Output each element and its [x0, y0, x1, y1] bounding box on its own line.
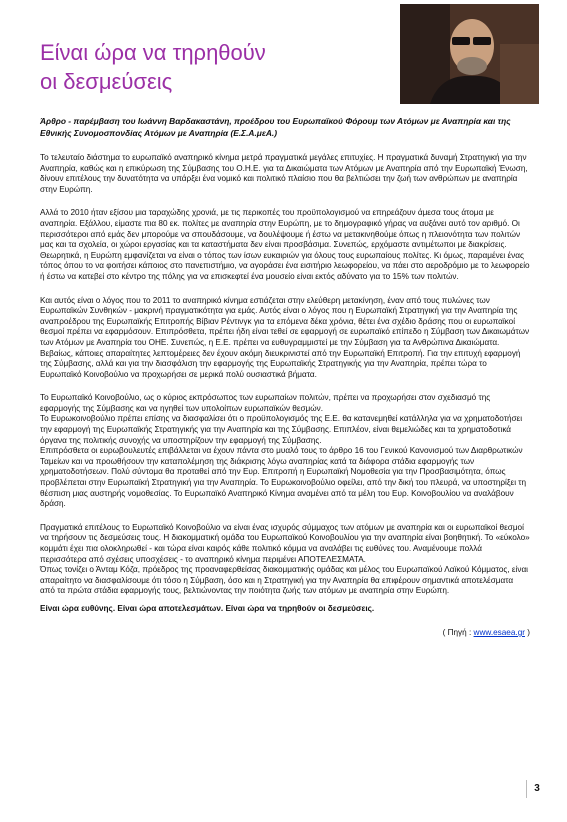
- paragraph-2: Αλλά το 2010 ήταν εξίσου μια ταραχώδης χρονιά, με τις περικοπές του προϋπολογισμού να επηρεάζουν άμεσα τους άτομα με αναπηρία. Εξάλλου, είμαστε πια 80 εκ. πολίτες με αναπηρία στην Ευρώπη, με το δημογραφικό γήρας να αυξάνει αυτό τον αριθμό. Οι περισσότεροι από εμάς δεν μπορούμε να σπουδάσουμε, να δουλέψουμε ή έστω να μετακινηθούμε όπως η πλειονότητα των πολιτών μας και τα σχολεία, οι χώροι εργασίας και τα καταστήματα δεν είναι προσβάσιμα. Συνεπώς, ερχόμαστε αντιμέτωποι με διακρίσεις. Θεωρητικά, η Ευρώπη εμφανίζεται να είναι ο τόπος των ίσων ευκαιριών για όλους τους ευρωπαίους πολίτες. Κι όμως, παραμένει ένας τόπος όπου το να φοιτήσει κάποιος στο πανεπιστήμιο, να αγοράσει ένα εισιτήριο λεωφορείου, να πάει στο αεροδρόμιο με το λεωφορείο ή έστω να κατεβεί στο κέντρο της πόλης για να επισκεφτεί ένα μουσείο είναι εκτός αδύνατο για το 15% των πολιτών.: [40, 208, 530, 281]
- source-prefix: ( Πηγή :: [442, 627, 474, 637]
- article-title: [40, 38, 380, 96]
- article-subtitle: Άρθρο - παρέμβαση του Ιωάννη Βαρδακαστάνη, προέδρου του Ευρωπαϊκού Φόρουμ των Ατόμων με Αναπηρία και της Εθνικής Συνομοσπονδίας Ατόμων με Αναπηρία (Ε.Σ.Α.μεΑ.): [40, 116, 511, 138]
- author-photo: [400, 4, 539, 104]
- source-suffix: ): [524, 627, 530, 637]
- source-link[interactable]: www.esaea.gr: [473, 627, 525, 637]
- paragraph-1: Το τελευταίο διάστημα το ευρωπαϊκό αναπηρικό κίνημα μετρά πραγματικά μεγάλες επιτυχίες. Η πραγματικά δυναμή Στρατηγική για την Αναπηρία, καθώς και η επικύρωση της Σύμβασης του Ο.Η.Ε. για τα Δικαιώματα των Ατόμων με Αναπηρία από την Ευρωπαϊκή Ένωση, δίνουν επιτέλους την δυνατότητα να υπάρξει ένα νομικό και πολιτικό πλαίσιο που θα βελτιώσει την ζωή των ανθρώπων με αναπηρία στην Ευρώπη.: [40, 153, 528, 194]
- page-number: 3: [526, 780, 545, 798]
- closing-statement: Είναι ώρα ευθύνης. Είναι ώρα αποτελεσμάτων. Είναι ώρα να τηρηθούν οι δεσμεύσεις.: [40, 603, 375, 613]
- title-line-1: Είναι ώρα να τηρηθούν: [40, 40, 266, 65]
- paragraph-5: Πραγματικά επιτέλους το Ευρωπαϊκό Κοινοβούλιο να είναι ένας ισχυρός σύμμαχος των ατόμων με αναπηρία και οι ευρωπαϊκοί θεσμοί να τηρήσουν τις δεσμεύσεις τους. Η διακομματική ομάδα του Ευρωπαϊκού Κοινοβουλίου για την αναπηρία είναι βοηθητική. Το «εύκολο» κομμάτι έχει πια ολοκληρωθεί - και τώρα είναι καιρός κάθε πολιτικό κόμμα να αναλάβει τις ευθύνες του. Αναμένουμε πολλά περισσότερα από σχέσεις υποσχέσεις - το αναπηρικό κίνημα περιμένει ΑΠΟΤΕΛΕΣΜΑΤΑ. Όπως τονίζει ο Άνταμ Κόζα, πρόεδρος της προαναφερθείσας διακομματικής ομάδας και μέλος του Ευρωπαϊκού Λαϊκού Κόμματος, είναι απαραίτητο να διασφαλίσουμε ότι τόσο η Σύμβαση, όσο και η Στρατηγική για την Αναπηρία θα επιφέρουν σημαντικά αποτελέσματα από τα πρώτα στάδια εφαρμογής τους, βελτιώνοντας την ποιότητα ζωής των ατόμων με αναπηρία στην Ευρώπη.: [40, 522, 530, 596]
- paragraph-4: Το Ευρωπαϊκό Κοινοβούλιο, ως ο κύριος εκπρόσωπος των ευρωπαίων πολιτών, πρέπει να προχωρήσει στον σχεδιασμό της εφαρμογής της Σύμβασης και να ηγηθεί των υπολοίπων ευρωπαϊκών θεσμών. Το Ευρωκοινοβούλιο πρέπει επίσης να διασφαλίσει ότι ο προϋπολογισμός της Ε.Ε. θα κατανεμηθεί κατάλληλα για να χρηματοδοτήσει την εφαρμογή της Ευρωπαϊκής Στρατηγικής για την Αναπηρία και της Σύμβασης. Επιπλέον, είναι θεμελιώδες και τα χρηματοδοτικά όργανα της πολιτικής συνοχής να υποστηρίζουν την εφαρμογή της Σύμβασης. Επιπρόσθετα οι ευρωβουλευτές επιβάλλεται να έχουν πάντα στο μυαλό τους το άρθρο 16 του Γενικού Κανονισμού των Διαρθρωτικών Ταμείων και να προωθήσουν την καταπολέμηση της διάκρισης λόγω αναπηρίας κατά τα διάφορα στάδια εφαρμογής των χρηματοδοτήσεων. Πολύ σύντομα θα προταθεί από την Ευρ. Επιτροπή η Ευρωπαϊκή Νομοθεσία για την Προσβασιμότητα, όπως προβλέπεται στην Ευρωπαϊκή Στρατηγική για την Αναπηρία. Το Ευρωκοινοβούλιο οφείλει, από την δική του πλευρά, να υποστηρίξει τη θέσπιση μιας αυστηρής νομοθεσίας. Το Ευρωπαϊκό Αναπηρικό Κίνημα αναμένει από τα μέλη του Ευρ. Κοινοβουλίου να αναλάβουν δράση.: [40, 393, 527, 509]
- title-line-2: οι δεσμεύσεις: [40, 69, 173, 94]
- paragraph-3: Και αυτός είναι ο λόγος που το 2011 το αναπηρικό κίνημα εστιάζεται στην ελεύθερη μετακίνηση, έναν από τους πυλώνες των Ευρωπαϊκών Συνθηκών - μακρινή πραγματικότητα για εμάς. Αυτός είναι ο λόγος που η Ευρωπαϊκή Στρατηγική για την Αναπηρία της αναπροέδρου της Ευρωπαϊκής Επιτροπής Βίβιαν Ρέντινγκ για τα επόμενα δέκα χρόνια, θέτει ένα σχέδιο δράσης που οι ευρωπαϊκοί θεσμοί πρέπει να εφαρμόσουν. Επιπρόσθετα, πρέπει ήδη είναι τεθεί σε εφαρμογή σε ευρωπαϊκό επίπεδο η Σύμβαση των Δικαιωμάτων των Ατόμων με Αναπηρία του ΟΗΕ. Συνεπώς, η Ε.Ε. πρέπει να ευθυγραμμιστεί με την Σύμβαση για τα Ανθρώπινα Δικαιώματα. Βεβαίως, κάποιες απαραίτητες λεπτομέρειες δεν έχουν ακόμη διευκρινιστεί από την Ευρωπαϊκή Επιτροπή. Για την επιτυχή εφαρμογή της Σύμβασης, αλλά και για την διασφάλιση την εφαρμογής της Ευρωπαϊκής Στρατηγικής για την Αναπηρία, πρέπει τώρα το Ευρωπαϊκό Κοινοβούλιο να προχωρήσει σε μερικά πολύ ουσιαστικά βήματα.: [40, 295, 530, 379]
- source-line: [40, 627, 530, 638]
- article-body: [40, 153, 530, 651]
